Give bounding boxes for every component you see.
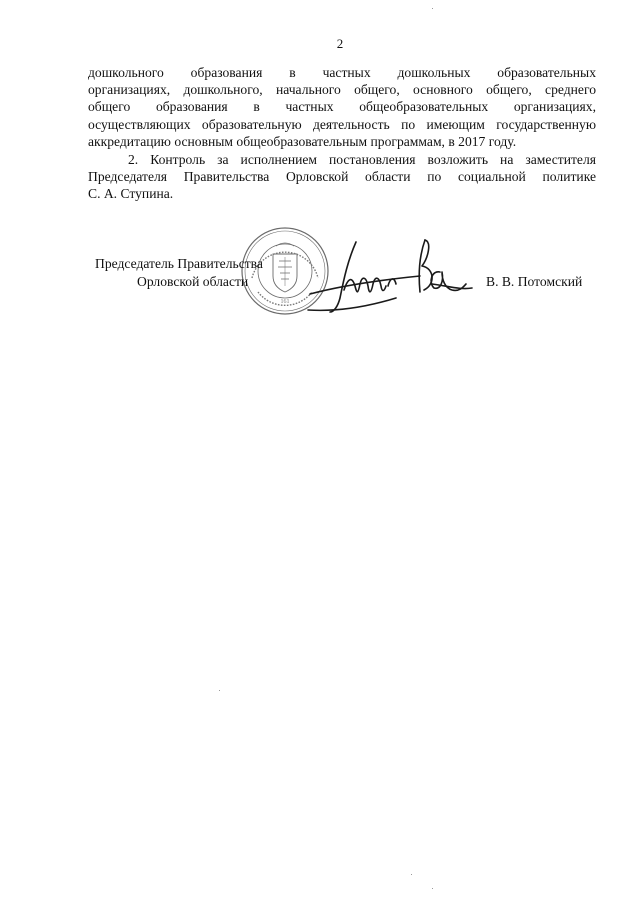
handwritten-signature bbox=[300, 220, 475, 320]
scan-speck bbox=[432, 888, 433, 889]
paragraph-line: 2. Контроль за исполнением постановления возложить на заместителя bbox=[128, 152, 596, 168]
paragraph-line: аккредитацию основным общеобразовательным программам, в 2017 году. bbox=[88, 133, 517, 149]
document-body bbox=[88, 64, 596, 203]
paragraph-line: С. А. Ступина. bbox=[88, 186, 174, 202]
scan-speck bbox=[432, 8, 433, 9]
paragraph-line: организациях, дошкольного, начального общего, основного общего, среднего bbox=[88, 82, 596, 98]
paragraph-line: общего образования в частных общеобразовательных организациях, bbox=[88, 99, 596, 115]
paragraph-line: дошкольного образования в частных дошкольных образовательных bbox=[88, 65, 596, 80]
page-number: 2 bbox=[336, 36, 344, 51]
paragraph-1 bbox=[88, 64, 596, 150]
paragraph-2 bbox=[88, 151, 596, 203]
scan-speck bbox=[219, 690, 220, 691]
paragraph-line: Председателя Правительства Орловской области по социальной политике bbox=[88, 169, 596, 185]
signatory-title-line-2: Орловской области bbox=[137, 274, 249, 289]
paragraph-line: осуществляющих образовательную деятельность по имеющим государственную bbox=[88, 116, 596, 132]
scan-speck bbox=[411, 874, 412, 875]
seal-number: 161 bbox=[280, 299, 290, 305]
signatory-title-line-1: Председатель Правительства bbox=[95, 256, 263, 271]
signatory-name: В. В. Потомский bbox=[486, 274, 583, 289]
signature-block bbox=[0, 220, 640, 330]
